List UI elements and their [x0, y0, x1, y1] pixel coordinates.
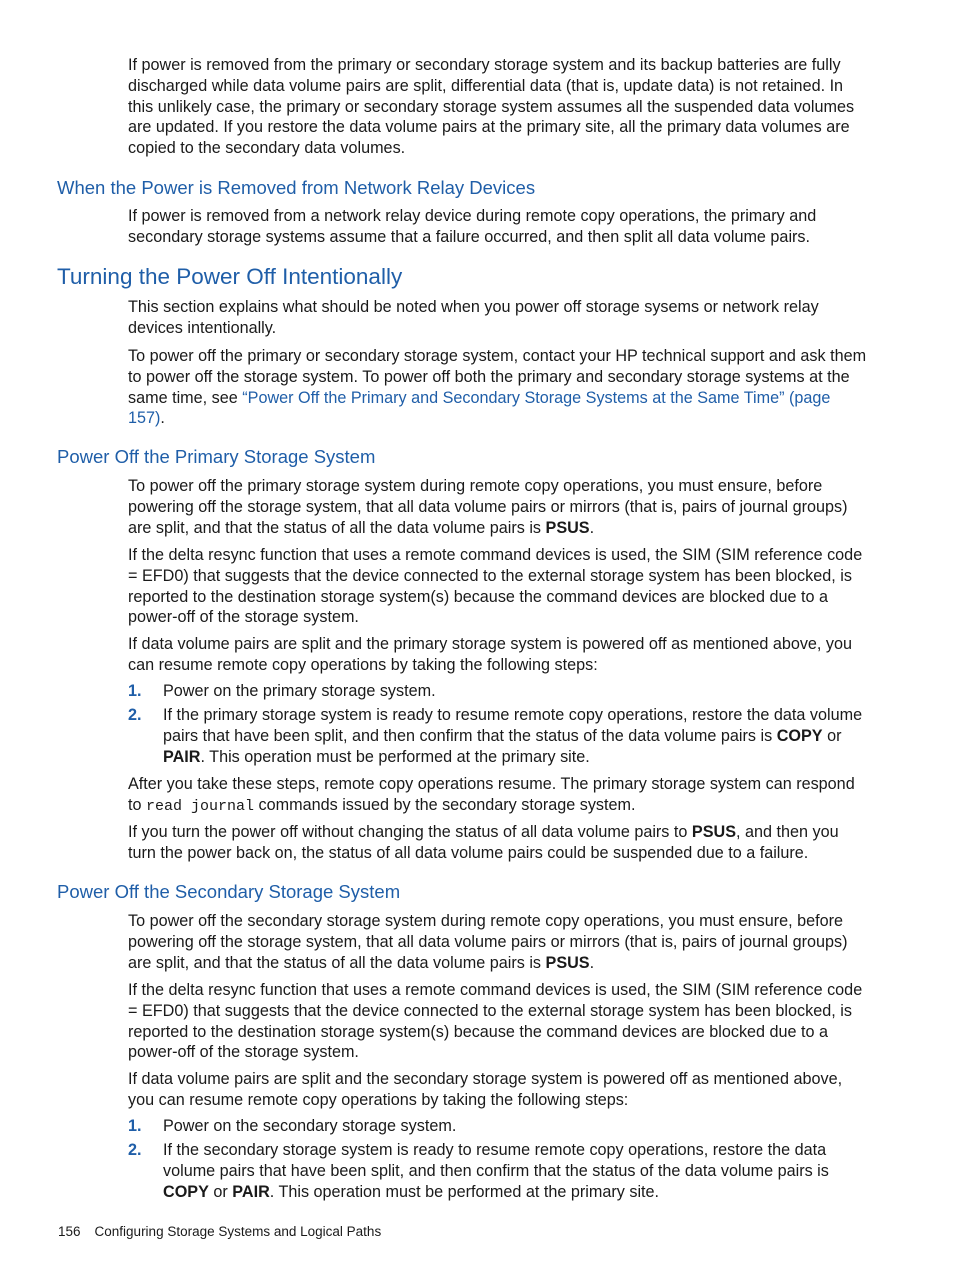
intentional-p2-text: To power off the primary or secondary storage system, contact your HP technical support and ask them to power off the storage system. To power off both the primary and secondary storage systems at the same time, see — [128, 347, 867, 407]
status-psus: PSUS — [545, 518, 590, 537]
intentional-paragraph-2 — [128, 346, 870, 429]
intro-paragraph: If power is removed from the primary or secondary storage system and its backup batteries are fully discharged while data volume pairs are split, differential data (that is, update data) is not retained. In this unlikely case, the primary or secondary storage system assumes all the suspended data volumes are updated. If you restore the data volume pairs at the primary site, all the primary data volumes are copied to the secondary data volumes. — [128, 56, 855, 158]
secondary-paragraph-3: If data volume pairs are split and the secondary storage system is powered off as mentioned above, you can resume remote copy operations by taking the following steps: — [128, 1070, 843, 1109]
primary-p5-text: If you turn the power off without changing the status of all data volume pairs to — [128, 823, 692, 841]
secondary-p1-text: To power off the secondary storage system during remote copy operations, you must ensure, before powering off the storage system, that all data volume pairs or mirrors (that is, pairs of journal groups) are split, and that the status of all the data volume pairs is — [128, 912, 848, 972]
page-number: 156 — [58, 1224, 81, 1239]
step2-end: . This operation must be performed at the primary site. — [200, 747, 590, 766]
section-heading-primary: Power Off the Primary Storage System — [57, 446, 376, 467]
primary-paragraph-1 — [128, 476, 870, 538]
primary-paragraph-3: If data volume pairs are split and the primary storage system is powered off as mentioned above, you can resume remote copy operations by taking the following steps: — [128, 635, 853, 674]
primary-p4-end: commands issued by the secondary storage system. — [254, 795, 636, 814]
step2-text: If the secondary storage system is ready to resume remote copy operations, restore the data volume pairs that have been split, and then confirm that the status of the data volume pairs is — [163, 1141, 829, 1180]
step-number: 1. — [128, 682, 142, 700]
status-psus: PSUS — [545, 953, 590, 972]
status-pair: PAIR — [163, 747, 201, 766]
section-heading-intentional: Turning the Power Off Intentionally — [57, 264, 403, 289]
step-text: Power on the primary storage system. — [163, 682, 436, 700]
step2-or: or — [208, 1182, 233, 1201]
step-text — [163, 705, 870, 767]
secondary-paragraph-1 — [128, 911, 870, 973]
intentional-p2-end: . — [160, 409, 165, 428]
step-number: 2. — [128, 706, 142, 724]
relay-paragraph: If power is removed from a network relay device during remote copy operations, the primary and secondary storage systems assume that a failure occurred, and then split all data volume pairs. — [128, 207, 817, 246]
primary-p4-text: After you take these steps, remote copy operations resume. The primary storage system can respond to — [128, 775, 855, 814]
status-pair: PAIR — [232, 1182, 270, 1201]
primary-paragraph-2: If the delta resync function that uses a remote command devices is used, the SIM (SIM reference code = EFD0) that suggests that the device connected to the external storage system has been blocked, is reported to the destination storage system(s) because the command devices are blocked due to a power-off of the storage system. — [128, 546, 863, 627]
code-read-journal: read journal — [146, 797, 255, 815]
step-number: 2. — [128, 1141, 142, 1159]
cross-reference-link[interactable]: “Power Off the Primary and Secondary Storage Systems at the Same Time” (page 157) — [128, 388, 831, 428]
status-copy: COPY — [163, 1182, 209, 1201]
step-number: 1. — [128, 1117, 142, 1135]
primary-p1-end: . — [589, 518, 595, 537]
primary-paragraph-5 — [128, 822, 870, 864]
step2-text: If the primary storage system is ready to resume remote copy operations, restore the data volume pairs that have been split, and then confirm that the status of the data volume pairs is — [163, 706, 863, 745]
primary-p1-text: To power off the primary storage system during remote copy operations, you must ensure, before powering off the storage system, that all data volume pairs or mirrors (that is, pairs of journal groups) are split, and that the status of all the data volume pairs is — [128, 477, 848, 537]
secondary-p1-end: . — [589, 953, 595, 972]
step-text — [163, 1140, 870, 1202]
secondary-paragraph-2: If the delta resync function that uses a remote command devices is used, the SIM (SIM reference code = EFD0) that suggests that the device connected to the external storage system has been blocked, is reported to the destination storage system(s) because the command devices are blocked due to a power-off of the storage system. — [128, 981, 863, 1062]
intentional-paragraph-1: This section explains what should be noted when you power off storage sysems or network relay devices intentionally. — [128, 298, 819, 337]
step2-end: . This operation must be performed at the primary site. — [269, 1182, 660, 1201]
section-heading-relay: When the Power is Removed from Network Relay Devices — [57, 177, 536, 198]
status-copy: COPY — [776, 726, 823, 745]
step-text: Power on the secondary storage system. — [163, 1117, 457, 1135]
footer-title: Configuring Storage Systems and Logical Paths — [94, 1224, 382, 1239]
status-psus: PSUS — [691, 823, 736, 841]
primary-paragraph-4 — [128, 774, 870, 818]
page-footer — [58, 1223, 381, 1241]
section-heading-secondary: Power Off the Secondary Storage System — [57, 881, 401, 902]
step2-or: or — [822, 726, 842, 745]
primary-p5-end: , and then you turn the power back on, the status of all data volume pairs could be suspended due to a failure. — [128, 823, 839, 862]
